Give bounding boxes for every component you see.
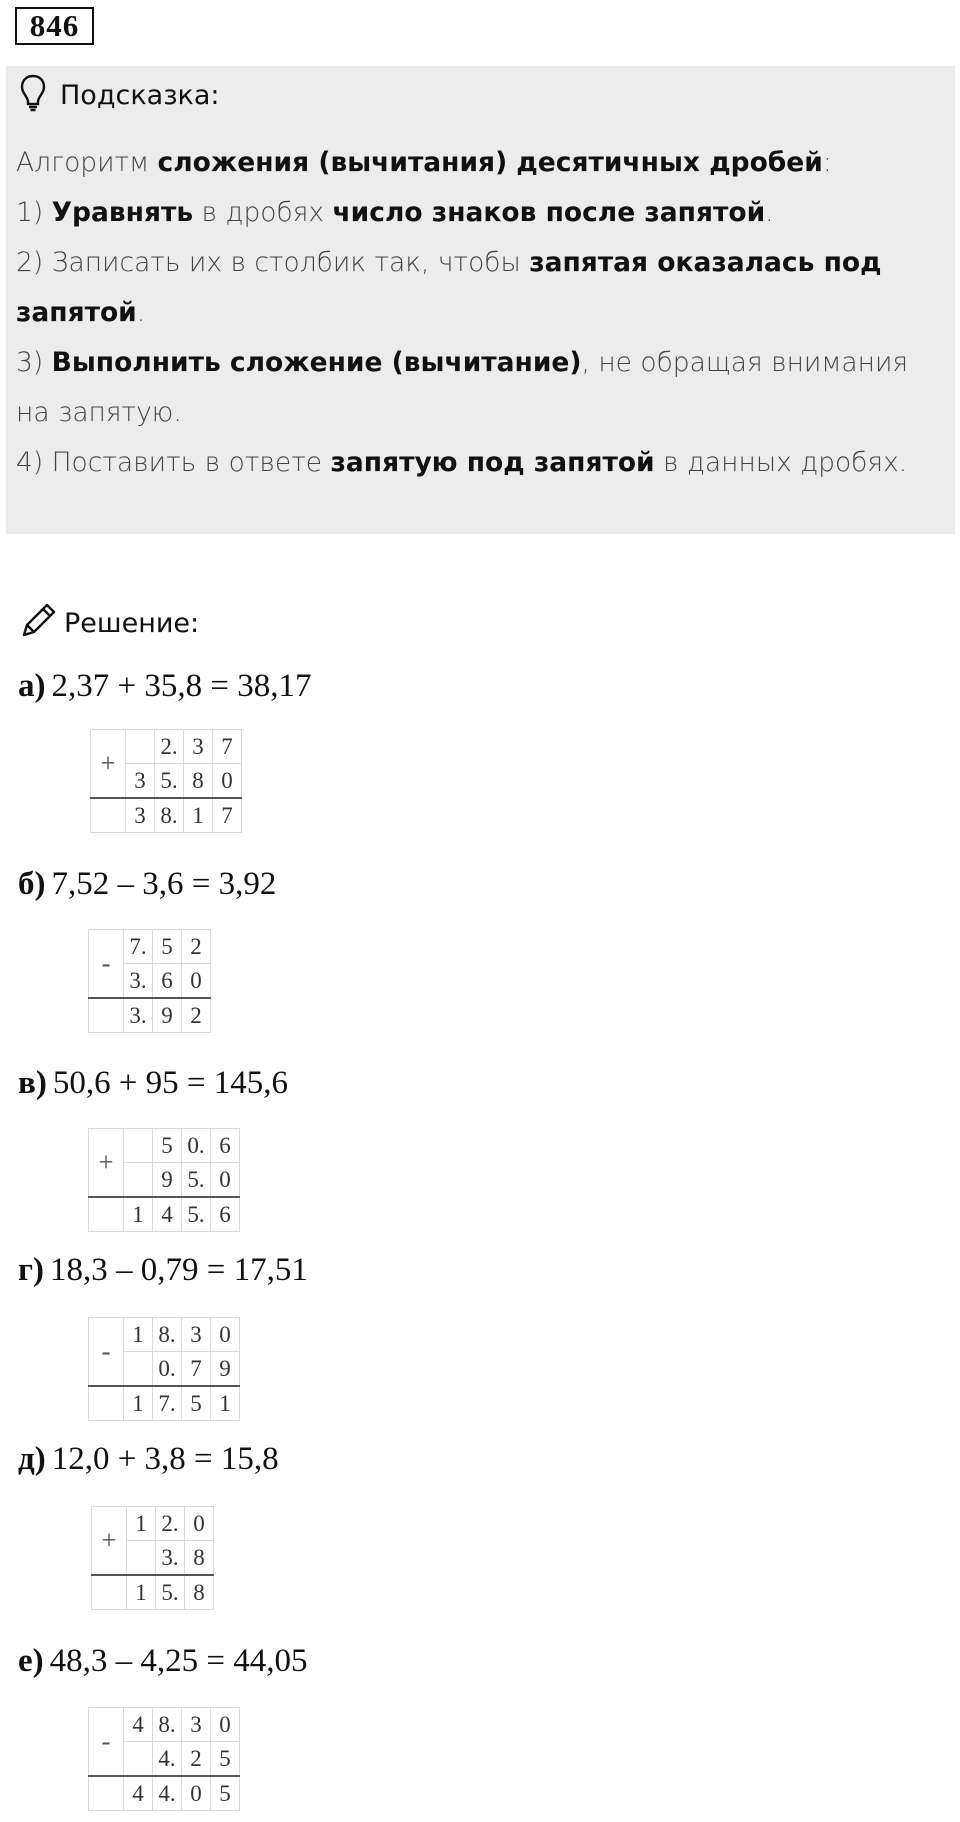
digit-cell: 4. <box>153 1776 182 1811</box>
digit-cell: 2. <box>156 1507 185 1541</box>
solution-title: Решение: <box>64 607 200 639</box>
digit-cell: 0. <box>153 1352 182 1387</box>
digit-cell <box>124 1163 153 1198</box>
equation <box>18 1252 308 1289</box>
digit-cell: 2 <box>182 1742 211 1777</box>
digit-cell: 0 <box>182 1776 211 1811</box>
digit-cell: 0 <box>211 1318 240 1352</box>
item-expression: 2,37 + 35,8 = 38,17 <box>51 668 312 704</box>
digit-cell: 8. <box>155 798 184 833</box>
hint-text: 2) Записать их в столбик так, чтобы <box>16 247 530 278</box>
digit-cell: 3 <box>184 730 213 764</box>
digit-cell: 1 <box>124 1197 153 1232</box>
digit-cell: 5 <box>211 1742 240 1777</box>
digit-cell: 8 <box>185 1541 214 1576</box>
digit-cell <box>124 1352 153 1387</box>
digit-cell: 7. <box>153 1386 182 1421</box>
digit-cell: 4 <box>124 1776 153 1811</box>
hint-emphasis: сложения (вычитания) десятичных дробей <box>157 147 823 178</box>
pencil-icon <box>18 601 58 646</box>
digit-cell: 6 <box>211 1129 240 1163</box>
hint-text: 4) Поставить в ответе <box>16 447 331 478</box>
item-expression: 50,6 + 95 = 145,6 <box>52 1065 289 1101</box>
digit-cell <box>89 1386 124 1421</box>
digit-cell: 5 <box>182 1386 211 1421</box>
digit-cell: 1 <box>127 1507 156 1541</box>
digit-cell: 5. <box>156 1575 185 1610</box>
hint-body <box>16 138 941 488</box>
column-calculation <box>88 929 211 1033</box>
digit-cell: 8 <box>184 764 213 799</box>
operator-sign: - <box>89 1708 124 1777</box>
item-expression: 18,3 – 0,79 = 17,51 <box>49 1252 308 1288</box>
digit-cell: 9 <box>211 1352 240 1387</box>
item-label: е) <box>18 1643 44 1679</box>
digit-cell: 3. <box>124 998 153 1033</box>
lightbulb-icon <box>20 74 46 117</box>
item-expression: 7,52 – 3,6 = 3,92 <box>51 866 277 902</box>
digit-cell <box>89 1776 124 1811</box>
equation <box>18 1065 288 1102</box>
digit-cell <box>124 1742 153 1777</box>
equation <box>18 668 311 705</box>
digit-cell: 1 <box>124 1318 153 1352</box>
digit-cell: 5. <box>182 1163 211 1198</box>
equation <box>18 1643 308 1680</box>
digit-cell: 3 <box>182 1318 211 1352</box>
item-label: б) <box>18 866 46 902</box>
hint-text: , не обращая внимания на запятую. <box>16 347 909 428</box>
hint-text: 1) <box>16 197 52 228</box>
hint-text: в дробях <box>193 197 333 228</box>
digit-cell: 3. <box>156 1541 185 1576</box>
digit-cell: 6 <box>211 1197 240 1232</box>
digit-cell: 9 <box>153 1163 182 1198</box>
digit-cell: 4 <box>153 1197 182 1232</box>
hint-line <box>16 338 941 438</box>
operator-sign: + <box>89 1129 124 1198</box>
digit-cell <box>127 1541 156 1576</box>
digit-cell: 5 <box>153 1129 182 1163</box>
hint-line <box>16 238 941 338</box>
hint-emphasis: Выполнить сложение (вычитание) <box>51 347 582 378</box>
digit-cell: 6 <box>153 964 182 999</box>
digit-cell: 8. <box>153 1318 182 1352</box>
digit-cell: 7 <box>213 798 242 833</box>
digit-cell <box>91 798 126 833</box>
item-label: г) <box>18 1252 44 1288</box>
equation <box>18 866 276 903</box>
column-calculation <box>91 1506 214 1610</box>
digit-cell: 5 <box>153 930 182 964</box>
digit-cell <box>126 730 155 764</box>
digit-cell: 4 <box>124 1708 153 1742</box>
hint-header <box>20 75 220 115</box>
solution-header <box>18 602 199 644</box>
digit-cell: 5. <box>182 1197 211 1232</box>
column-calculation <box>88 1317 240 1421</box>
digit-cell <box>92 1575 127 1610</box>
digit-cell: 3 <box>126 764 155 799</box>
digit-cell: 0 <box>211 1163 240 1198</box>
item-label: д) <box>18 1441 46 1477</box>
digit-cell: 5. <box>155 764 184 799</box>
digit-cell: 1 <box>124 1386 153 1421</box>
digit-cell <box>89 998 124 1033</box>
digit-cell <box>124 1129 153 1163</box>
digit-cell: 7 <box>213 730 242 764</box>
digit-cell: 0 <box>185 1507 214 1541</box>
hint-text: в данных дробях. <box>654 447 908 478</box>
digit-cell: 5 <box>211 1776 240 1811</box>
digit-cell: 7. <box>124 930 153 964</box>
hint-title: Подсказка: <box>60 79 220 111</box>
digit-cell: 4. <box>153 1742 182 1777</box>
digit-cell: 3 <box>126 798 155 833</box>
item-label: а) <box>18 668 46 704</box>
hint-text: . <box>765 197 774 228</box>
operator-sign: + <box>92 1507 127 1576</box>
item-label: в) <box>18 1065 47 1101</box>
digit-cell <box>89 1197 124 1232</box>
hint-emphasis: запятую под запятой <box>330 447 655 478</box>
digit-cell: 8. <box>153 1708 182 1742</box>
operator-sign: - <box>89 930 124 999</box>
hint-line <box>16 188 941 238</box>
hint-text: : <box>822 147 832 178</box>
hint-text: 3) <box>16 347 52 378</box>
digit-cell: 0 <box>211 1708 240 1742</box>
operator-sign: + <box>91 730 126 799</box>
column-calculation <box>88 1707 240 1811</box>
digit-cell: 0 <box>182 964 211 999</box>
digit-cell: 3 <box>182 1708 211 1742</box>
hint-line <box>16 138 941 188</box>
digit-cell: 3. <box>124 964 153 999</box>
digit-cell: 1 <box>184 798 213 833</box>
hint-line <box>16 438 941 488</box>
hint-emphasis: число знаков после запятой <box>332 197 766 228</box>
digit-cell: 2 <box>182 930 211 964</box>
digit-cell: 0 <box>213 764 242 799</box>
hint-emphasis: запятая оказалась под запятой <box>16 247 882 328</box>
digit-cell: 1 <box>127 1575 156 1610</box>
digit-cell: 9 <box>153 998 182 1033</box>
column-calculation <box>90 729 242 833</box>
hint-emphasis: Уравнять <box>51 197 194 228</box>
operator-sign: - <box>89 1318 124 1387</box>
problem-number: 846 <box>15 7 94 45</box>
digit-cell: 2 <box>182 998 211 1033</box>
digit-cell: 8 <box>185 1575 214 1610</box>
hint-panel <box>6 66 955 534</box>
digit-cell: 1 <box>211 1386 240 1421</box>
equation <box>18 1441 279 1478</box>
column-calculation <box>88 1128 240 1232</box>
digit-cell: 2. <box>155 730 184 764</box>
digit-cell: 0. <box>182 1129 211 1163</box>
item-expression: 12,0 + 3,8 = 15,8 <box>51 1441 279 1477</box>
item-expression: 48,3 – 4,25 = 44,05 <box>49 1643 308 1679</box>
hint-text: . <box>136 297 146 328</box>
hint-text: Алгоритм <box>16 147 158 178</box>
digit-cell: 7 <box>182 1352 211 1387</box>
